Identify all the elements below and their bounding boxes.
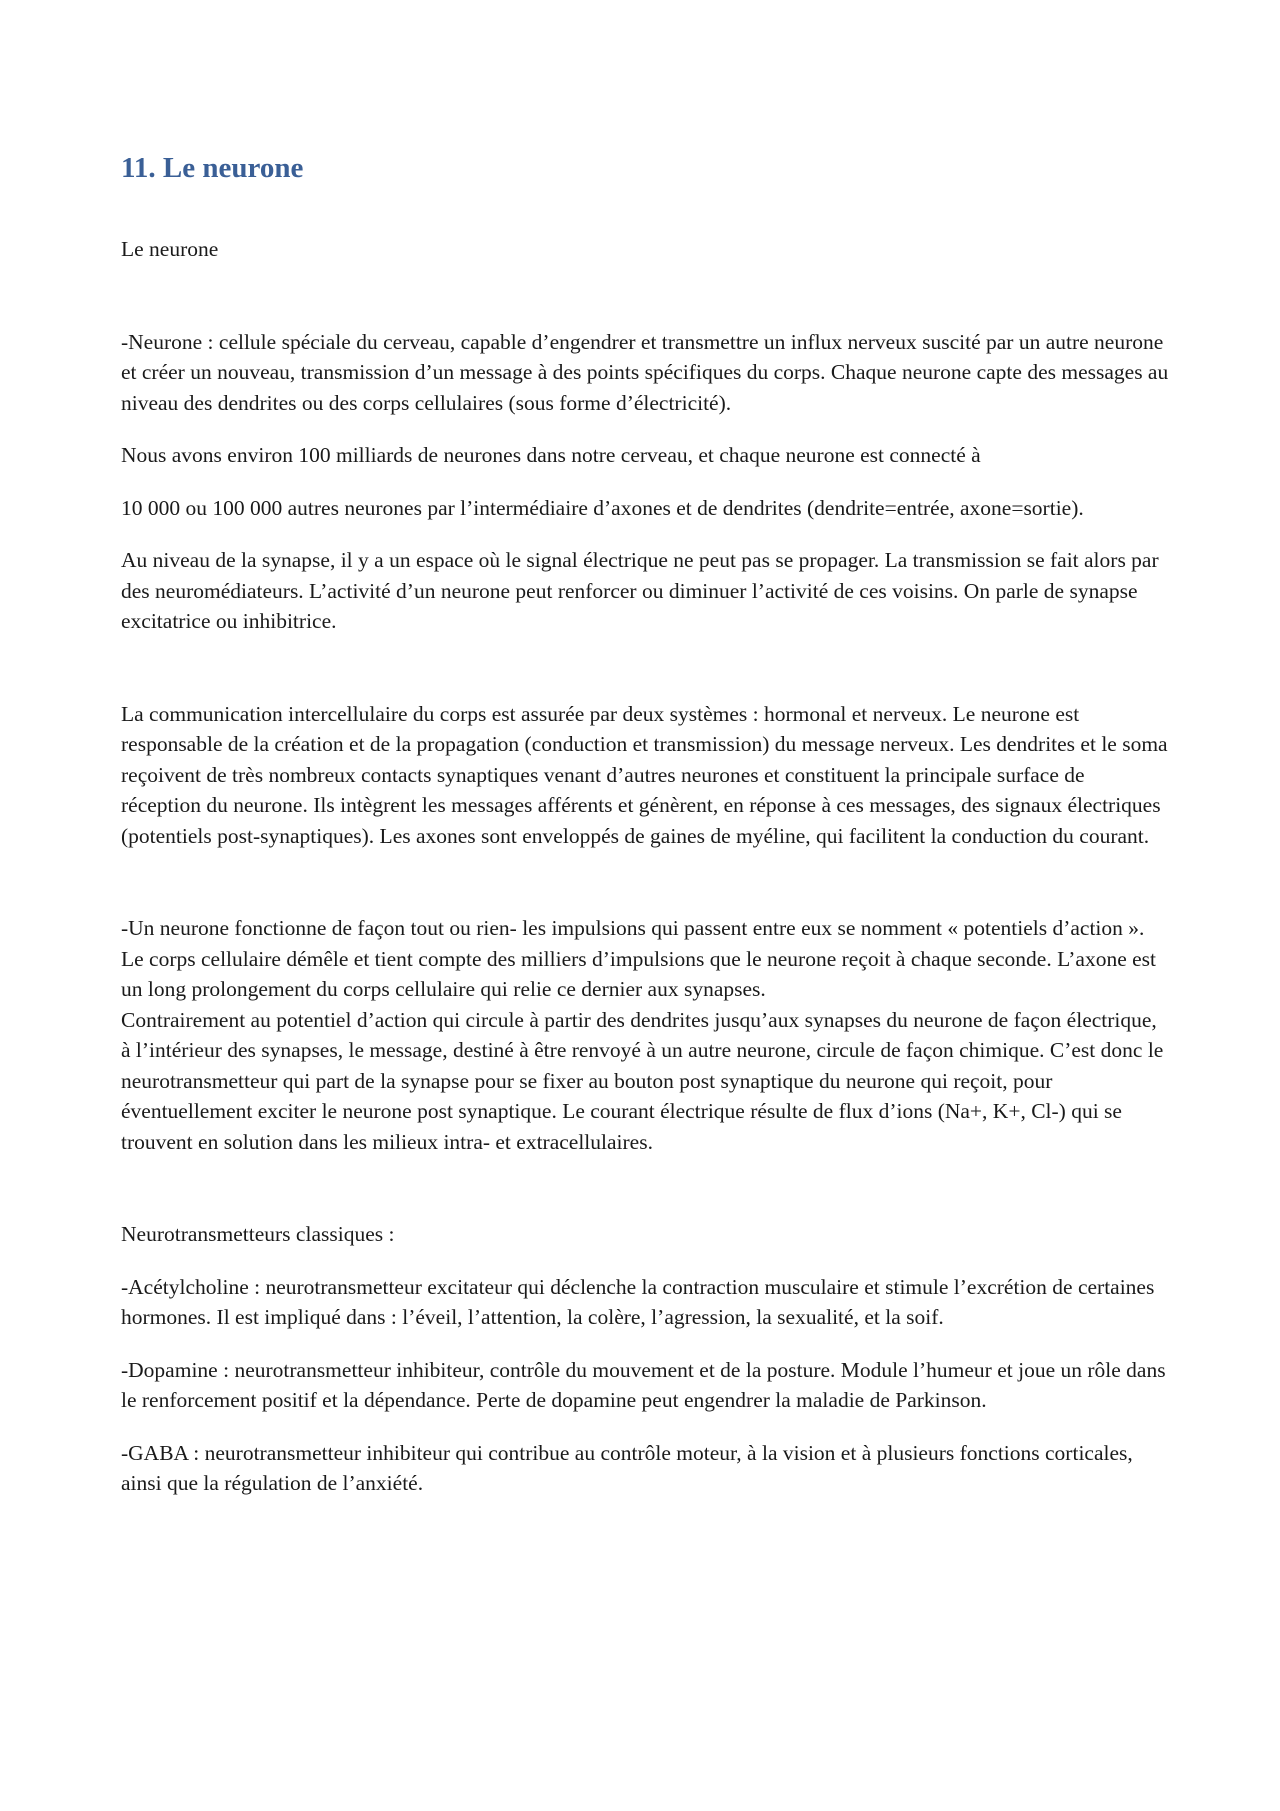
paragraph-neurone-definition: -Neurone : cellule spéciale du cerveau, capable d’engendrer et transmettre un influx nerveux suscité par un autre neurone et créer un nouveau, transmission d’un message à des points spécifiques du corps. Chaque neurone capte des messages au niveau des dendrites ou des corps cellulaires (sous forme d’électricité).: [121, 329, 1169, 415]
paragraph-communication: La communication intercellulaire du corps est assurée par deux systèmes : hormonal et nerveux. Le neurone est responsable de la création et de la propagation (conduction et transmission) du message nerveux. Les dendrites et le soma reçoivent de très nombreux contacts synaptiques venant d’autres neurones et constituent la principale surface de réception du neurone. Ils intègrent les messages afférents et génèrent, en réponse à ces messages, des signaux électriques (potentiels post-synaptiques). Les axones sont enveloppés de gaines de myéline, qui facilitent la conduction du courant.: [121, 701, 1168, 848]
paragraph-synapse: Au niveau de la synapse, il y a un espace où le signal électrique ne peut pas se propager. La transmission se fait alors par des neuromédiateurs. L’activité d’un neurone peut renforcer ou diminuer l’activité de ces voisins. On parle de synapse excitatrice ou inhibitrice.: [121, 548, 1159, 633]
paragraph-dopamine: -Dopamine : neurotransmetteur inhibiteur, contrôle du mouvement et de la posture. Module l’humeur et joue un rôle dans le renforcement positif et la dépendance. Perte de dopamine peut engendrer la maladie de Parkinson.: [121, 1357, 1166, 1412]
paragraph-neuron-count: Nous avons environ 100 milliards de neurones dans notre cerveau, et chaque neurone est connecté à: [121, 443, 981, 467]
section-heading: 11. Le neurone: [121, 152, 304, 184]
section-subtitle: Le neurone: [121, 237, 219, 261]
paragraph-connections: 10 000 ou 100 000 autres neurones par l’intermédiaire d’axones et de dendrites (dendrite=entrée, axone=sortie).: [121, 495, 1084, 520]
paragraph-acetylcholine: -Acétylcholine : neurotransmetteur excitateur qui déclenche la contraction musculaire et stimule l’excrétion de certaines hormones. Il est impliqué dans : l’éveil, l’attention, la colère, l’agression, la sexualité, et la soif.: [121, 1274, 1155, 1329]
paragraph-action-potential: -Un neurone fonctionne de façon tout ou rien- les impulsions qui passent entre eux se nomment « potentiels d’action ». Le corps cellulaire démêle et tient compte des milliers d’impulsions que le neurone reçoit à chaque seconde. L’axone est un long prolongement du corps cellulaire qui relie ce dernier aux synapses.: [121, 916, 1157, 1001]
paragraph-chemical-transmission: Contrairement au potentiel d’action qui circule à partir des dendrites jusqu’aux synapses du neurone de façon électrique, à l’intérieur des synapses, le message, destiné à être renvoyé à un autre neurone, circule de façon chimique. C’est donc le neurotransmetteur qui part de la synapse pour se fixer au bouton post synaptique du neurone qui reçoit, pour éventuellement exciter le neurone post synaptique. Le courant électrique résulte de flux d’ions (Na+, K+, Cl-) qui se trouvent en solution dans les milieux intra- et extracellulaires.: [121, 1007, 1164, 1154]
document-body: [121, 150, 1169, 1521]
paragraph-gaba: -GABA : neurotransmetteur inhibiteur qui contribue au contrôle moteur, à la vision et à plusieurs fonctions corticales, ainsi que la régulation de l’anxiété.: [121, 1440, 1133, 1495]
paragraph-neurotransmitters-title: Neurotransmetteurs classiques :: [121, 1222, 395, 1246]
